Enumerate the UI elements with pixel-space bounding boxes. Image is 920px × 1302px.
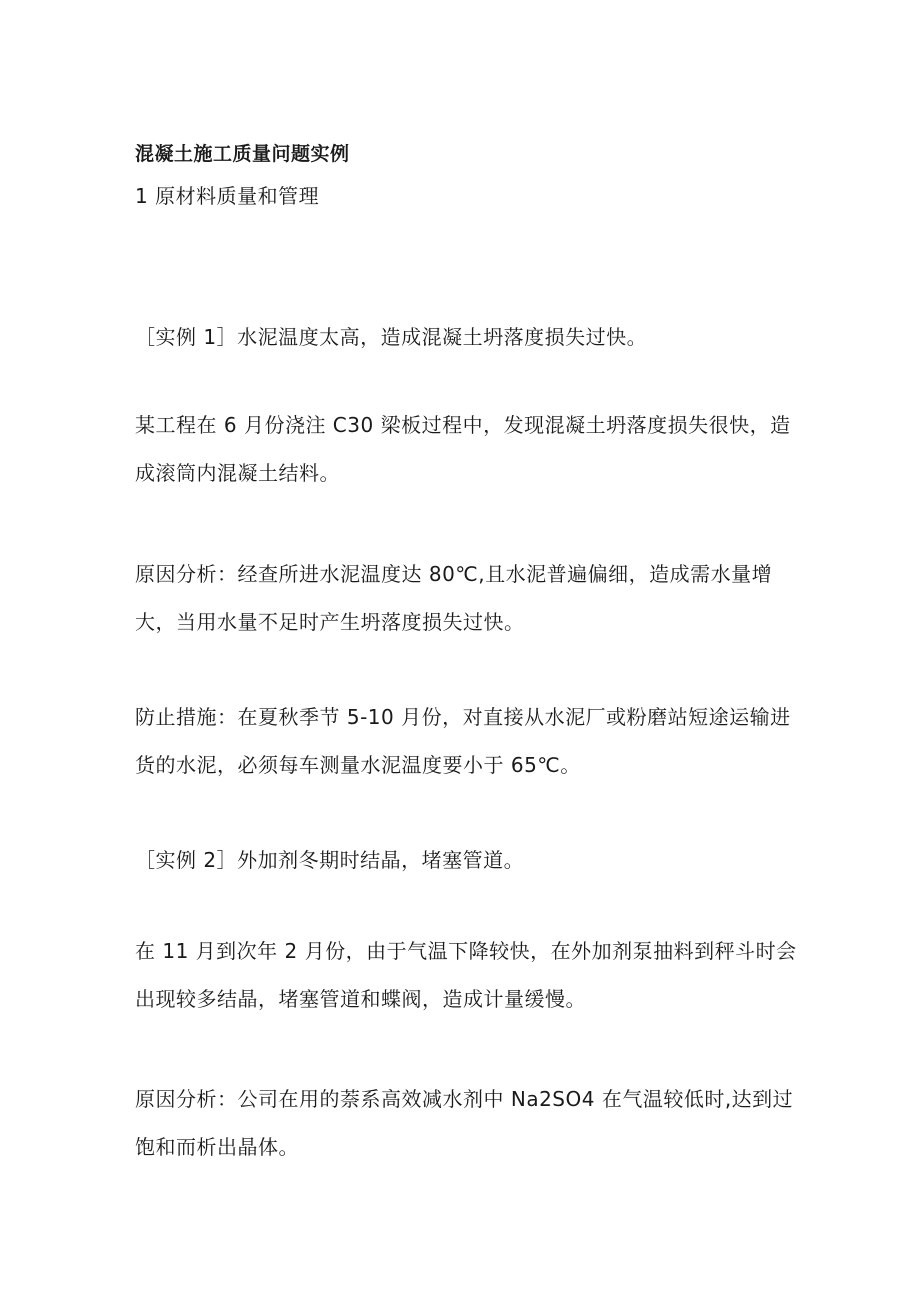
section-heading: 1 原材料质量和管理 (135, 184, 320, 208)
example-2-cause-analysis: 原因分析：公司在用的萘系高效减水剂中 Na2SO4 在气温较低时,达到过饱和而析出晶体。 (135, 1087, 794, 1159)
example-1-description: 某工程在 6 月份浇注 C30 梁板过程中，发现混凝土坍落度损失很快，造成滚筒内混凝土结料。 (135, 413, 791, 485)
example-1-heading: ［实例 1］水泥温度太高，造成混凝土坍落度损失过快。 (135, 325, 648, 349)
example-2-description: 在 11 月到次年 2 月份，由于气温下降较快，在外加剂泵抽料到秤斗时会出现较多结晶，堵塞管道和蝶阀，造成计量缓慢。 (135, 939, 797, 1011)
document-title: 混凝土施工质量问题实例 (135, 143, 350, 165)
example-1-cause-analysis: 原因分析：经查所进水泥温度达 80℃,且水泥普遍偏细，造成需水量增大，当用水量不足时产生坍落度损失过快。 (135, 562, 773, 634)
example-1-prevention: 防止措施：在夏秋季节 5-10 月份，对直接从水泥厂或粉磨站短途运输进货的水泥，必须每车测量水泥温度要小于 65℃。 (135, 705, 791, 777)
example-2-heading: ［实例 2］外加剂冬期时结晶，堵塞管道。 (135, 848, 525, 872)
